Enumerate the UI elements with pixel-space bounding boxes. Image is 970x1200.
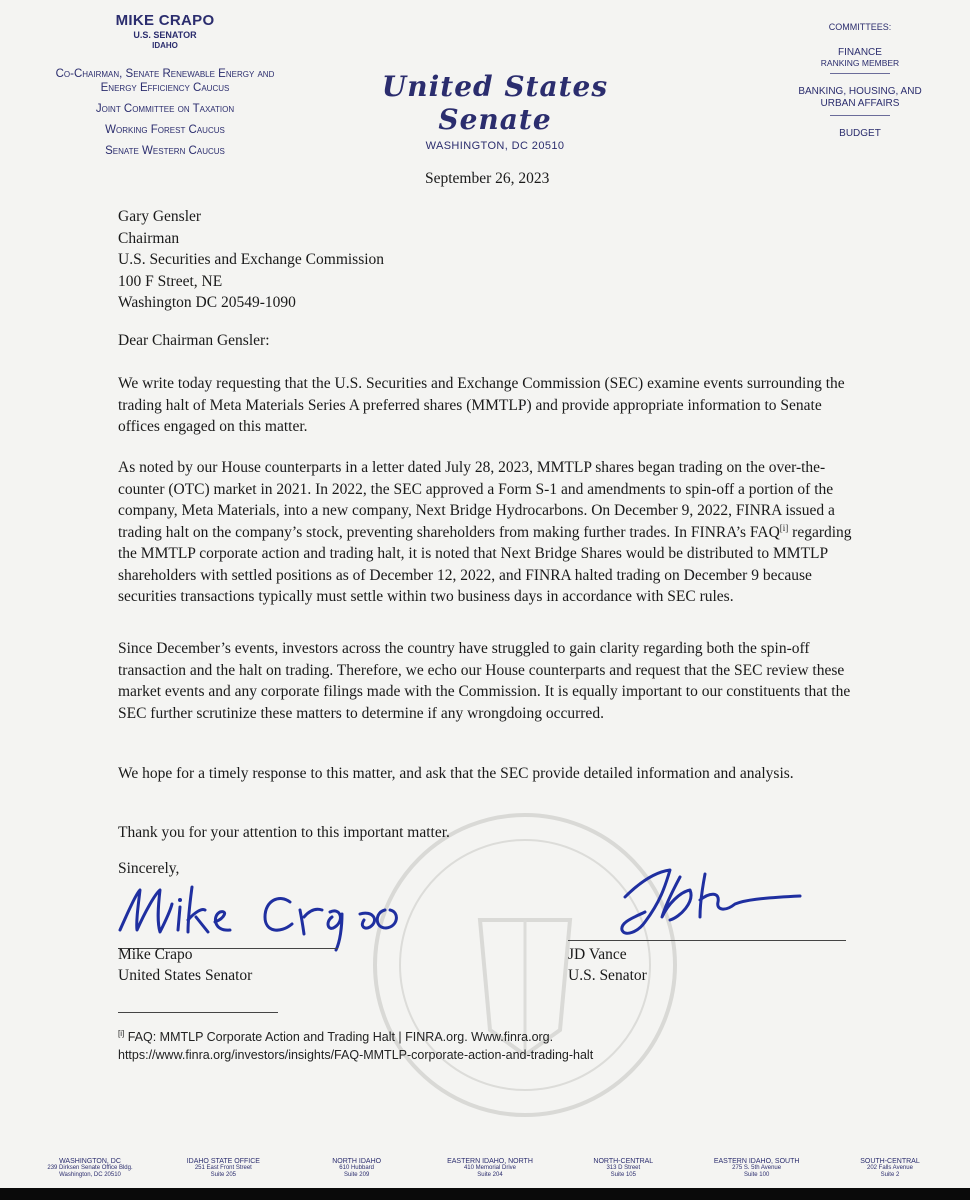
signer-crapo	[118, 944, 252, 986]
caucus-line: Senate Western Caucus	[105, 145, 225, 157]
office-line: Suite 209	[343, 1172, 370, 1178]
office-north-central	[563, 1158, 683, 1179]
signer-name: JD Vance	[568, 946, 627, 963]
office-line: 239 Dirksen Senate Office Bldg.	[47, 1165, 133, 1171]
office-eastern-idaho-south	[697, 1158, 817, 1179]
caucus-line: Joint Committee on Taxation	[95, 103, 235, 115]
office-line: Suite 205	[210, 1172, 236, 1178]
address-line: Chairman	[118, 229, 180, 247]
office-name: NORTH-CENTRAL	[593, 1158, 654, 1165]
office-line: 202 Falls Avenue	[867, 1165, 913, 1171]
senator-title: U.S. SENATOR	[133, 30, 197, 40]
footnote-link[interactable]: https://www.finra.org/investors/insights/FAQ-MMTLP-corporate-action-and-trading-halt	[118, 1048, 594, 1062]
office-line: 610 Hubbard	[339, 1165, 374, 1171]
office-name: WASHINGTON, DC	[59, 1158, 121, 1165]
committee-role: RANKING MEMBER	[820, 58, 900, 68]
signature-line	[568, 940, 846, 941]
crapo-signature	[110, 872, 410, 952]
salutation: Dear Chairman Gensler:	[118, 332, 270, 349]
address-line: 100 F Street, NE	[118, 272, 223, 290]
committee-finance	[775, 47, 945, 76]
signer-name: Mike Crapo	[118, 946, 193, 963]
caucus-line: Co-Chairman, Senate Renewable Energy and	[55, 68, 275, 80]
caucus-line: Energy Efficiency Caucus	[100, 82, 230, 94]
senate-address: WASHINGTON, DC 20510	[425, 140, 565, 152]
address-line: Washington DC 20549-1090	[118, 294, 296, 311]
office-name: EASTERN IDAHO, SOUTH	[713, 1158, 800, 1165]
office-line: 251 East Front Street	[194, 1165, 252, 1171]
paragraph-text: regarding the MMTLP corporate action and trading halt, it is noted that Next Bridge Shares would be distributed to MMTLP shareholders with settled positions as of December 12, 2022, and FINRA halted trading on December 9 because securities transactions typically must settle within two business days in accordance with SEC rules.	[118, 523, 852, 605]
office-line: Suite 105	[610, 1172, 636, 1178]
body-paragraph	[118, 457, 858, 608]
senator-letterhead	[30, 12, 300, 158]
office-line: Suite 100	[743, 1172, 770, 1178]
footnote	[118, 1028, 593, 1064]
office-name: NORTH IDAHO	[332, 1158, 382, 1165]
vance-signature	[610, 862, 810, 942]
signer-title: United States Senator	[118, 967, 253, 984]
footnote-line	[118, 1028, 593, 1046]
caucus-line: Working Forest Caucus	[105, 124, 225, 136]
office-line: 313 D Street	[606, 1165, 641, 1171]
signer-title: U.S. Senator	[568, 967, 647, 984]
body-paragraph: Thank you for your attention to this important matter.	[118, 824, 450, 841]
footnote-mark: [i]	[118, 1028, 125, 1038]
committees-label: COMMITTEES:	[828, 22, 892, 32]
office-north-idaho	[297, 1158, 417, 1179]
office-name: IDAHO STATE OFFICE	[186, 1158, 260, 1165]
senate-title: United States Senate	[381, 70, 609, 136]
committee-name: FINANCE	[838, 47, 882, 58]
footnote-reference[interactable]: [i]	[779, 522, 789, 533]
footnote-divider	[118, 1012, 278, 1013]
committee-budget	[775, 128, 945, 147]
closing: Sincerely,	[118, 860, 180, 877]
body-paragraph: We hope for a timely response to this matter, and ask that the SEC provide detailed information and analysis.	[118, 765, 794, 782]
committee-name: BANKING, HOUSING, AND	[798, 86, 922, 97]
bottom-bar	[0, 1188, 970, 1200]
committees-list	[775, 22, 945, 147]
office-line: 410 Memorial Drive	[463, 1165, 516, 1171]
office-line: Suite 2	[880, 1172, 900, 1178]
office-line: 275 S. 5th Avenue	[732, 1165, 782, 1171]
senator-state: IDAHO	[152, 41, 178, 50]
office-line: Washington, DC 20510	[59, 1172, 121, 1178]
paragraph-text: As noted by our House counterparts in a letter dated July 28, 2023, MMTLP shares began trading on the over-the-counter (OTC) market in 2021. In 2022, the SEC approved a Form S-1 and amendments to spin-off a portion of the company, Meta Materials, into a new company, Next Bridge Hydrocarbons. On December 9, 2022, FINRA issued a trading halt on the company’s stock, preventing shareholders from making further trades. In FINRA’s FAQ	[118, 459, 835, 541]
senate-letterhead	[330, 70, 660, 152]
body-paragraph: Since December’s events, investors across the country have struggled to gain clarity regarding both the spin-off transaction and the halt on trading. Therefore, we echo our House counterparts and request that the SEC review these market events and any corporate filings made with the Commission. It is equally important to our constituents that the SEC further scrutinize these matters to determine if any wrongdoing occurred.	[118, 640, 851, 722]
office-footer	[30, 1158, 950, 1179]
address-line: Gary Gensler	[118, 208, 202, 225]
office-line: Suite 204	[477, 1172, 503, 1178]
address-line: U.S. Securities and Exchange Commission	[118, 251, 385, 268]
letter-date: September 26, 2023	[425, 170, 550, 187]
recipient-address	[118, 206, 384, 314]
office-idaho-state	[163, 1158, 283, 1179]
body-paragraph: We write today requesting that the U.S. Securities and Exchange Commission (SEC) examine events surrounding the trading halt of Meta Materials Series A preferred shares (MMTLP) and provide appropriate information to Senate offices engaged on this matter.	[118, 375, 845, 435]
office-eastern-idaho-north	[430, 1158, 550, 1179]
committee-name: URBAN AFFAIRS	[820, 98, 900, 109]
senator-name: MIKE CRAPO	[115, 12, 215, 29]
footnote-text: FAQ: MMTLP Corporate Action and Trading Halt | FINRA.org. Www.finra.org.	[124, 1030, 554, 1044]
signer-vance	[568, 944, 647, 986]
committee-banking	[775, 86, 945, 118]
office-name: SOUTH-CENTRAL	[860, 1158, 920, 1165]
office-south-central	[830, 1158, 950, 1179]
office-washington	[30, 1158, 150, 1179]
committee-name: BUDGET	[839, 128, 881, 139]
office-name: EASTERN IDAHO, NORTH	[447, 1158, 533, 1165]
